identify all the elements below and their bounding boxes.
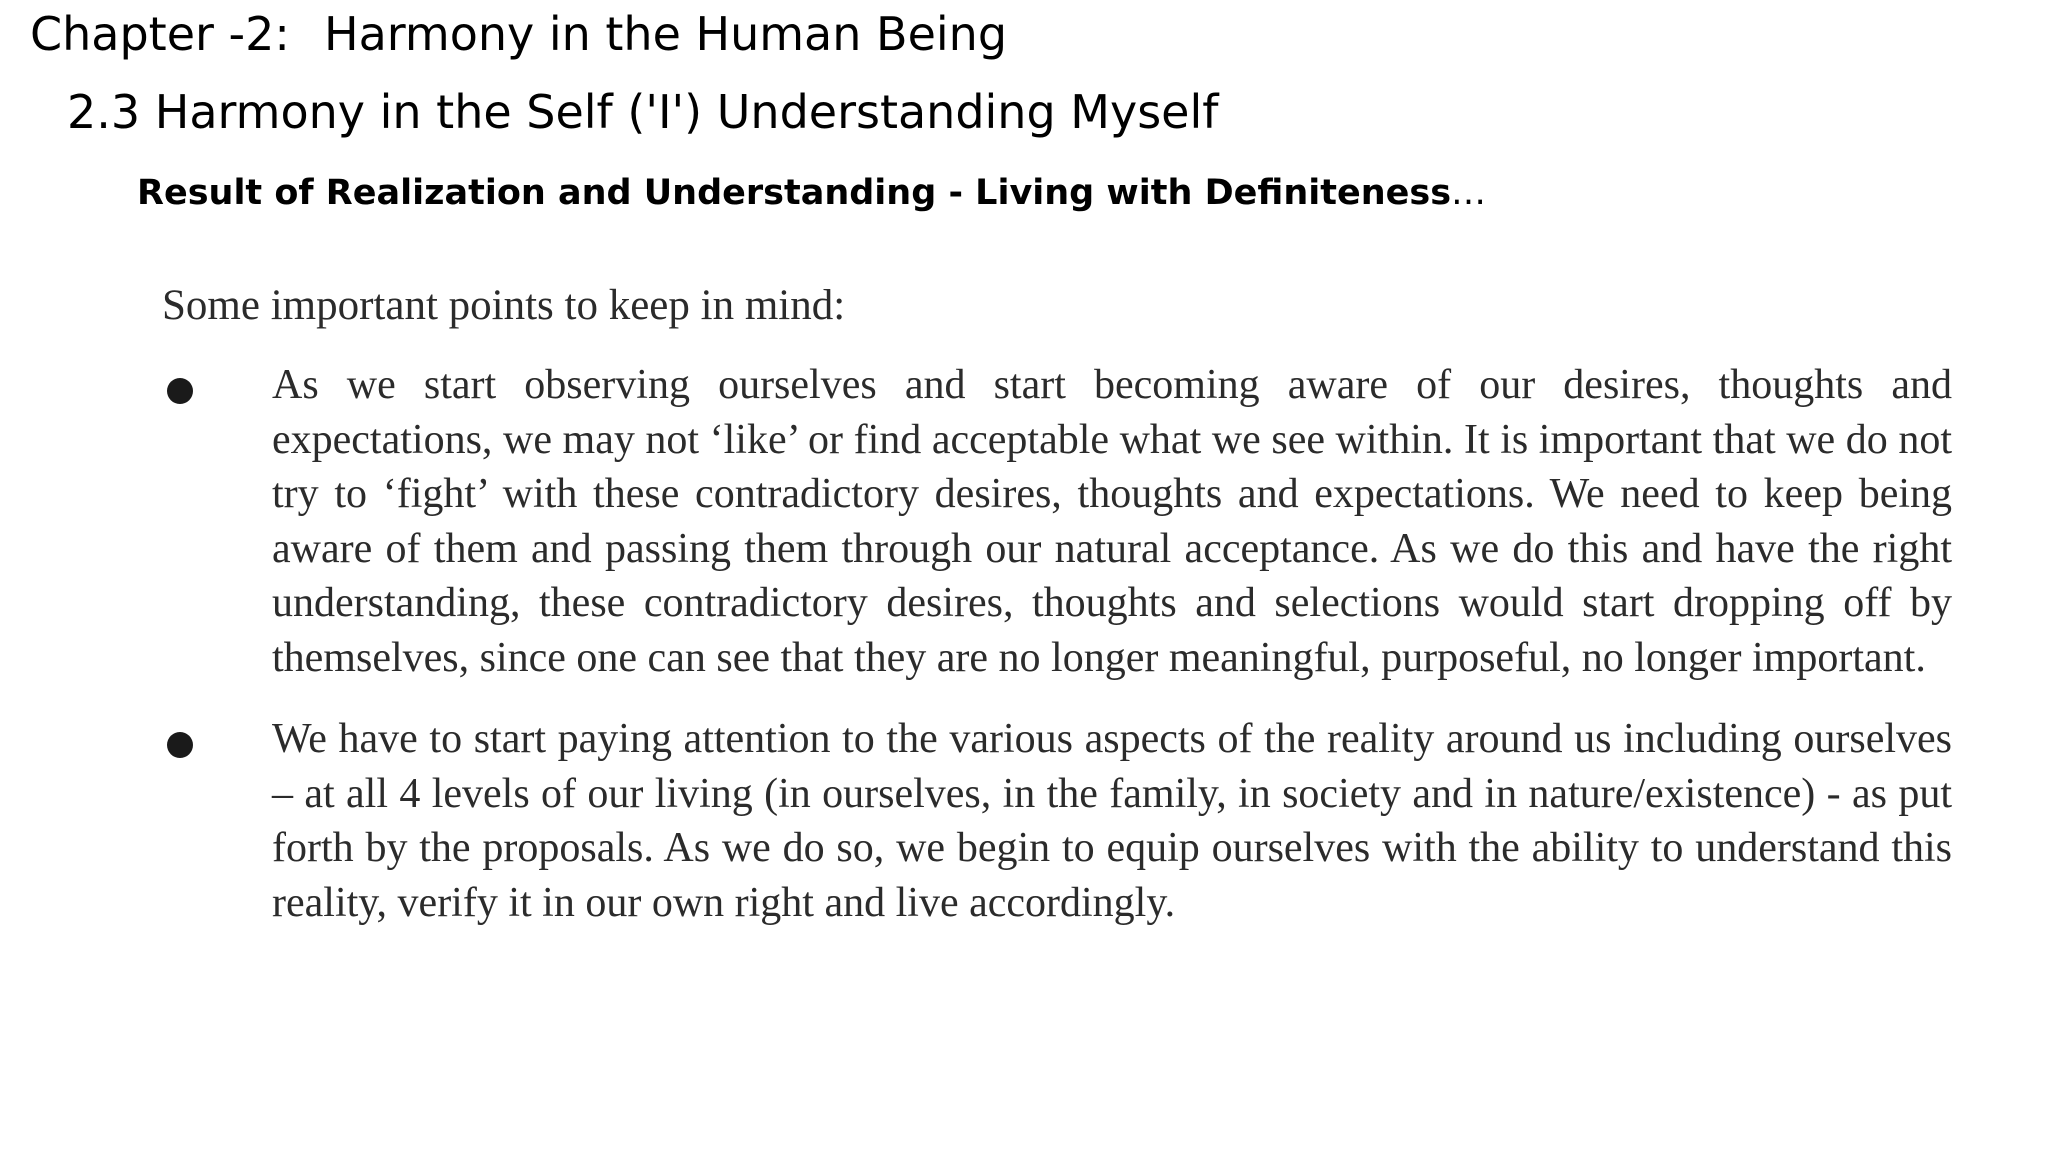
subheading-ellipsis: … — [1451, 173, 1487, 213]
chapter-number: Chapter -2: — [30, 7, 290, 61]
excerpt-intro: Some important points to keep in mind: — [162, 282, 846, 329]
book-excerpt — [162, 276, 1952, 957]
chapter-name: Harmony in the Human Being — [324, 7, 1008, 61]
subheading-text: Result of Realization and Understanding - Living with Definiteness — [137, 173, 1452, 213]
list-item — [162, 712, 1952, 930]
bullet-icon — [167, 378, 193, 404]
bullet-icon — [167, 732, 193, 758]
list-item-text: As we start observing ourselves and start becoming aware of our desires, thoughts and expectations, we may not ‘like’ or find acceptable what we see within. It is important that we do not try to ‘fight’ with these contradictory desires, thoughts and expectations. We need to keep being aware of them and passing them through our natural acceptance. As we do this and have the right understanding, these contradictory desires, thoughts and selections would start dropping off by themselves, since one can see that they are no longer meaningful, purposeful, no longer important. — [272, 362, 1952, 681]
chapter-title — [30, 4, 1007, 64]
list-item-text: We have to start paying attention to the various aspects of the reality around us including ourselves – at all 4 levels of our living (in ourselves, in the family, in society and in nature/existence) - as put forth by the proposals. As we do so, we begin to equip ourselves with the ability to understand this reality, verify it in our own right and live accordingly. — [272, 716, 1952, 926]
list-item — [162, 358, 1952, 685]
section-title: 2.3 Harmony in the Self ('I') Understanding Myself — [67, 85, 1219, 139]
subheading — [137, 171, 1486, 215]
